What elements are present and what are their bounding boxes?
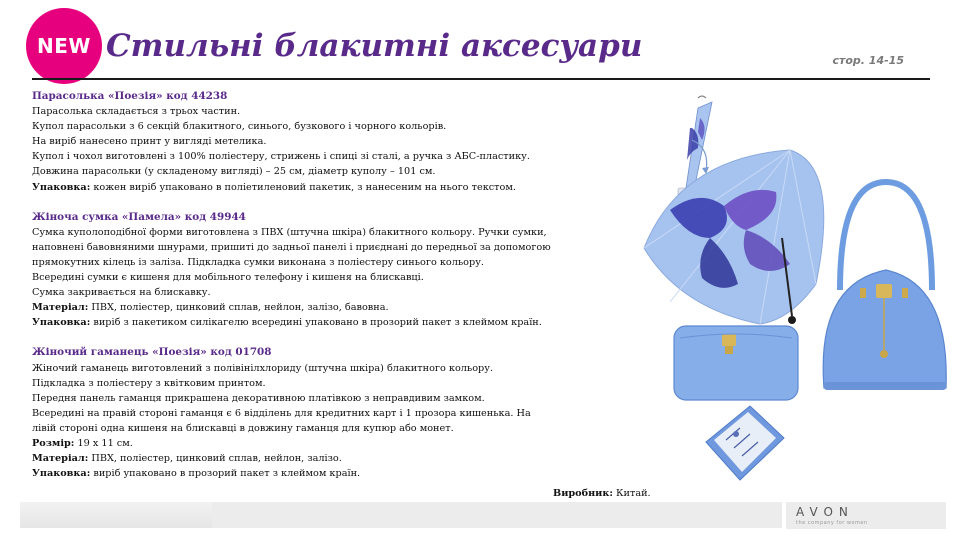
bag-material-label: Матеріал:: [32, 302, 89, 314]
page-title: Стильні блакитні аксесуари: [106, 28, 643, 64]
wallet-heading: Жіночий гаманець «Поезія» код 01708: [32, 346, 272, 359]
wallet-material: [32, 451, 632, 466]
wallet-line: лівій стороні одна кишеня на блискавці в довжину гаманця для купюр або монет.: [32, 422, 454, 434]
wallet-image: [674, 326, 798, 400]
open-wallet-image: [706, 406, 784, 480]
wallet-line: Підкладка з поліестеру з квітковим принтом.: [32, 377, 266, 389]
umbrella-line: Купол і чохол виготовлені з 100% поліестеру, стрижень і спиці зі сталі, а ручка з АБС-пластику.: [32, 151, 530, 163]
bag-packaging-text: виріб з пакетиком силікагелю всередині упаковано в прозорий пакет з клеймом країн.: [90, 317, 542, 329]
bag-line: наповнені бавовняними шнурами, пришиті до задньої панелі і приєднані до передньої за допомогою: [32, 241, 551, 253]
new-badge-label: NEW: [37, 34, 91, 58]
brand-name: AVON: [796, 505, 854, 519]
bag-material-text: ПВХ, поліестер, цинковий сплав, нейлон, залізо, бавовна.: [88, 302, 389, 314]
manufacturer: [553, 488, 651, 499]
wallet-material-text: ПВХ, поліестер, цинковий сплав, нейлон, залізо.: [88, 453, 342, 465]
bag-material: [32, 300, 632, 315]
page-reference: стор. 14-15: [832, 54, 904, 67]
bag-line: Сумка куполоподібної форми виготовлена з ПВХ (штучна шкіра) блакитного кольору. Ручки сумки,: [32, 226, 547, 238]
umbrella-line: Довжина парасольки (у складеному вигляді) – 25 см, діаметр куполу – 101 см.: [32, 166, 436, 178]
avon-logo: [786, 502, 946, 529]
umbrella-heading: Парасолька «Поезія» код 44238: [32, 90, 228, 102]
wallet-material-label: Матеріал:: [32, 453, 89, 465]
product-descriptions: [32, 89, 632, 481]
brand-tagline: the company for women: [796, 520, 868, 526]
bag-packaging-label: Упаковка:: [32, 317, 91, 329]
manufacturer-label: Виробник:: [553, 488, 613, 499]
wallet-size-label: Розмір:: [32, 437, 75, 449]
wallet-packaging: [32, 466, 632, 481]
bag-packaging: [32, 315, 632, 330]
handbag-image: [823, 182, 946, 390]
umbrella-line: Купол парасольки з 6 секцій блакитного, синього, бузкового і чорного кольорів.: [32, 121, 447, 133]
umbrella-line: На виріб нанесено принт у вигляді метелика.: [32, 136, 267, 148]
umbrella-packaging-text: кожен виріб упаковано в поліетиленовий пакетик, з нанесеним на нього текстом.: [90, 181, 516, 193]
umbrella-packaging-label: Упаковка:: [32, 181, 91, 193]
new-badge: [26, 8, 102, 84]
open-umbrella-image: [644, 150, 824, 324]
bag-heading: Жіноча сумка «Памела» код 49944: [32, 210, 246, 223]
wallet-line: Передня панель гаманця прикрашена декоративною платівкою з неправдивим замком.: [32, 392, 485, 404]
wallet-packaging-label: Упаковка:: [32, 468, 91, 480]
wallet-line: Всередині на правій стороні гаманця є 6 відділень для кредитних карт і 1 прозора кишенька. На: [32, 407, 531, 419]
product-images: [640, 88, 950, 493]
bag-line: прямокутних кілець із заліза. Підкладка сумки виконана з поліестеру синього кольору.: [32, 256, 484, 268]
wallet-line: Жіночий гаманець виготовлений з полівінілхлориду (штучна шкіра) блакитного кольору.: [32, 362, 494, 374]
footer-bar-right: [212, 502, 782, 528]
wallet-packaging-text: виріб упаковано в прозорий пакет з клеймом країн.: [90, 468, 361, 480]
wallet-size-text: 19 х 11 см.: [74, 437, 133, 449]
bag-line: Всередині сумки є кишеня для мобільного телефону і кишеня на блискавці.: [32, 272, 424, 284]
wallet-size: [32, 436, 632, 451]
bag-line: Сумка закривається на блискавку.: [32, 287, 211, 299]
header-divider: [32, 78, 930, 80]
umbrella-line: Парасолька складається з трьох частин.: [32, 106, 241, 118]
manufacturer-value: Китай.: [612, 488, 651, 499]
umbrella-packaging: [32, 180, 632, 195]
